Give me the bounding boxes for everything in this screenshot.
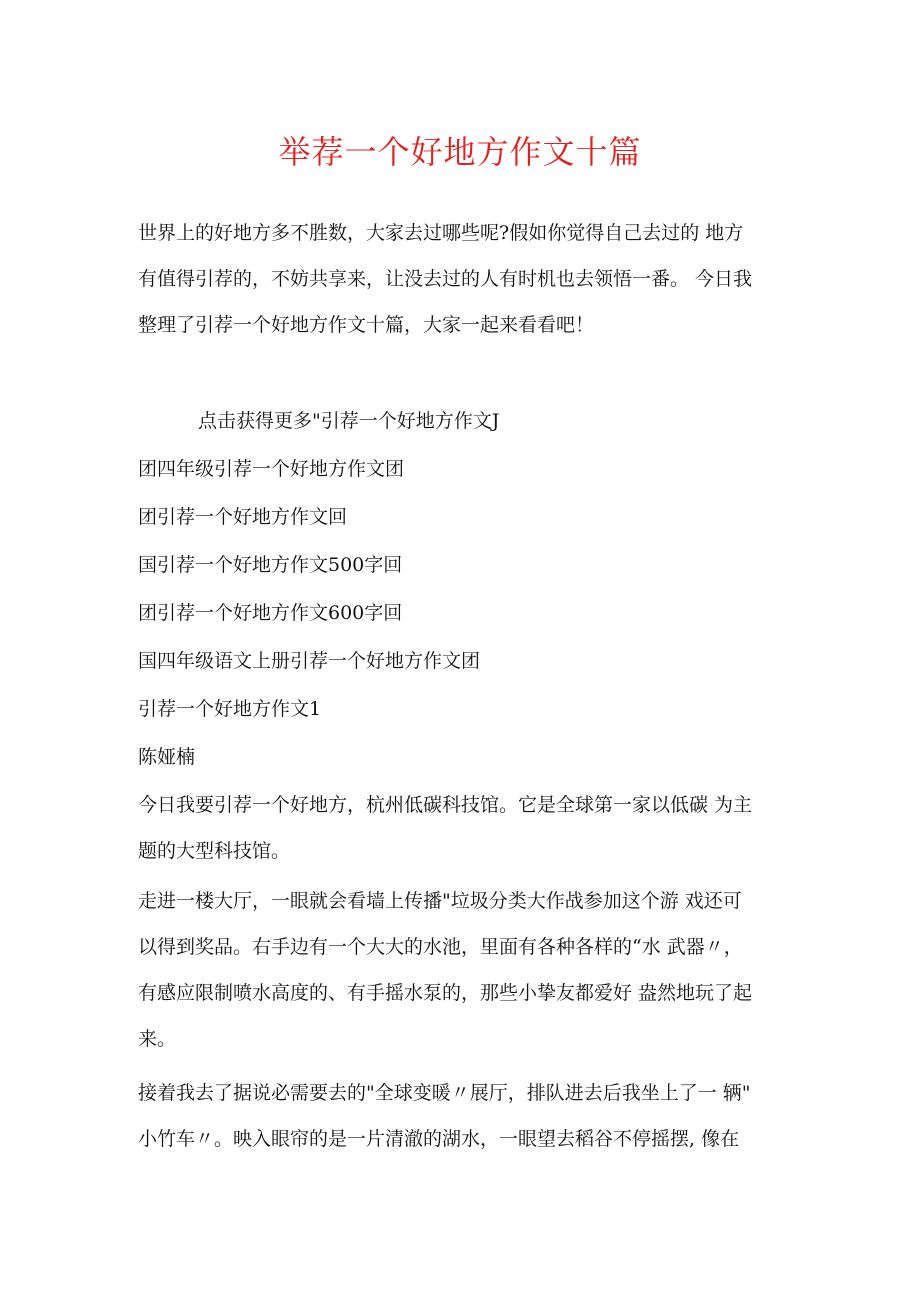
essay-paragraph-1: [138, 782, 798, 874]
intro-paragraph: [138, 210, 788, 348]
paragraph-line: 走进一楼大厅，一眼就会看墙上传播"垃圾分类大作战参加这个游 戏还可: [138, 890, 742, 912]
essay-author: 陈娅楠: [138, 746, 196, 768]
paragraph-line: 今日我要引荐一个好地方，杭州低碳科技馆。它是全球第一家以低碳 为主: [138, 794, 753, 816]
essay-heading: 引荐一个好地方作文1: [138, 698, 322, 720]
essay-paragraph-2: [138, 878, 798, 1062]
paragraph-line: 接着我去了据说必需要去的"全球变暖〃展厅，排队进去后我坐上了一 辆": [138, 1082, 751, 1104]
paragraph-line: 以得到奖品。右手边有一个大大的水池，里面有各种各样的“水 武器〃，: [138, 936, 743, 958]
intro-line: 世界上的好地方多不胜数，大家去过哪些呢?假如你觉得自己去过的 地方: [138, 222, 744, 244]
essay-paragraph-3: [138, 1070, 798, 1162]
intro-line: 有值得引荐的，不妨共享来，让没去过的人有时机也去领悟一番。 今日我: [138, 268, 753, 290]
link-item-500[interactable]: 国引荐一个好地方作文500字回: [138, 554, 403, 576]
document-title: 举荐一个好地方作文十篇: [278, 133, 642, 171]
paragraph-line: 来。: [138, 1028, 177, 1050]
intro-line: 整理了引荐一个好地方作文十篇，大家一起来看看吧！: [138, 314, 595, 336]
link-item-600[interactable]: 团引荐一个好地方作文600字回: [138, 602, 403, 624]
link-item-grade4-vol1[interactable]: 国四年级语文上册引荐一个好地方作文团: [138, 650, 481, 672]
more-link[interactable]: 点击获得更多"引荐一个好地方作文J: [198, 410, 500, 432]
link-item-grade4[interactable]: 团四年级引荐一个好地方作文团: [138, 458, 405, 480]
link-item-general[interactable]: 团引荐一个好地方作文回: [138, 506, 348, 528]
paragraph-line: 有感应限制喷水高度的、有手摇水泵的，那些小挚友都爱好 盎然地玩了起: [138, 982, 753, 1004]
paragraph-line: 小竹车〃。映入眼帘的是一片清澈的湖水，一眼望去稻谷不停摇摆, 像在: [138, 1128, 740, 1150]
paragraph-line: 题的大型科技馆。: [138, 840, 291, 862]
